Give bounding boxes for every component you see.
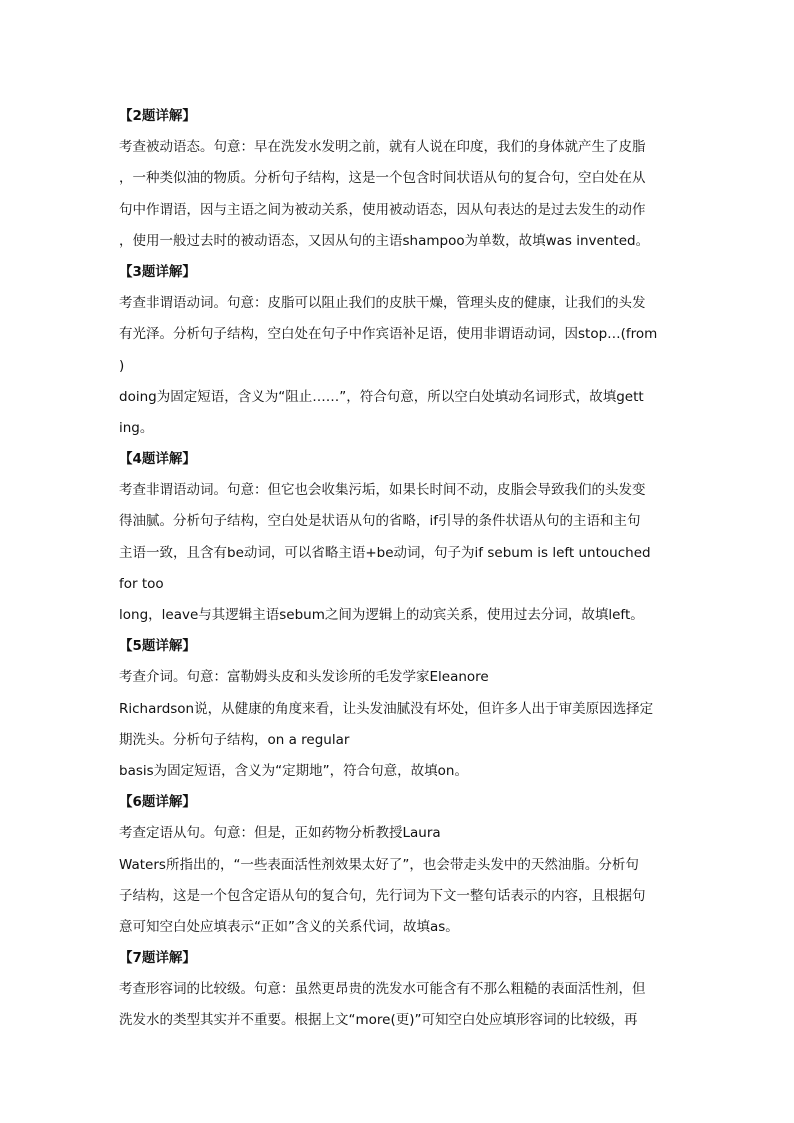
section-heading: 【6题详解】 — [119, 794, 196, 811]
text-line: 考查定语从句。句意：但是，正如药物分析教授Laura — [119, 825, 441, 842]
text-line: Waters所指出的，“一些表面活性剂效果太好了”，也会带走头发中的天然油脂。分析句 — [119, 856, 639, 873]
text-line: long，leave与其逻辑主语sebum之间为逻辑上的动宾关系，使用过去分词，故填left。 — [119, 607, 644, 623]
text-line: Richardson说，从健康的角度来看，让头发油腻没有坏处，但许多人出于审美原因选择定 — [119, 700, 654, 717]
text-line: 有光泽。分析句子结构，空白处在句子中作宾语补足语，使用非谓语动词，因stop…(from — [119, 326, 658, 343]
text-line: 子结构，这是一个包含定语从句的复合句，先行词为下文一整句话表示的内容，且根据句 — [119, 887, 646, 904]
text-line: 考查形容词的比较级。句意：虽然更昂贵的洗发水可能含有不那么粗糙的表面活性剂，但 — [119, 981, 646, 998]
section-heading: 【7题详解】 — [119, 950, 196, 967]
text-line: ) — [119, 357, 125, 374]
text-line: 考查被动语态。句意：早在洗发水发明之前，就有人说在印度，我们的身体就产生了皮脂 — [119, 139, 646, 156]
text-line: ，一种类似油的物质。分析句子结构，这是一个包含时间状语从句的复合句，空白处在从 — [119, 170, 646, 187]
section-heading: 【2题详解】 — [119, 108, 196, 124]
text-line: 期洗头。分析句子结构，on a regular — [119, 731, 350, 748]
text-line: 洗发水的类型其实并不重要。根据上文“more(更)”可知空白处应填形容词的比较级，再 — [119, 1012, 638, 1029]
text-line: ，使用一般过去时的被动语态，又因从句的主语shampoo为单数，故填was invented。 — [119, 232, 650, 249]
document-page — [119, 101, 679, 1037]
text-line: 句中作谓语，因与主语之间为被动关系，使用被动语态，因从句表达的是过去发生的动作 — [119, 201, 646, 218]
text-line: ing。 — [119, 419, 154, 436]
text-line: basis为固定短语，含义为“定期地”，符合句意，故填on。 — [119, 762, 468, 779]
text-line: doing为固定短语，含义为“阻止……”，符合句意，所以空白处填动名词形式，故填gett — [119, 388, 644, 405]
section-heading: 【4题详解】 — [119, 451, 196, 468]
text-line: 考查非谓语动词。句意：但它也会收集污垢，如果长时间不动，皮脂会导致我们的头发变 — [119, 482, 646, 499]
section-heading: 【5题详解】 — [119, 638, 196, 655]
text-line: 考查介词。句意：富勒姆头皮和头发诊所的毛发学家Eleanore — [119, 669, 489, 686]
text-line: 考查非谓语动词。句意：皮脂可以阻止我们的皮肤干燥，管理头皮的健康，让我们的头发 — [119, 295, 646, 312]
section-heading: 【3题详解】 — [119, 263, 196, 280]
text-line: for too — [119, 575, 164, 592]
text-line: 得油腻。分析句子结构，空白处是状语从句的省略，if引导的条件状语从句的主语和主句 — [119, 513, 641, 530]
text-line: 意可知空白处应填表示“正如”含义的关系代词，故填as。 — [119, 918, 459, 935]
text-line: 主语一致，且含有be动词，可以省略主语+be动词，句子为if sebum is left untouched — [119, 544, 651, 561]
